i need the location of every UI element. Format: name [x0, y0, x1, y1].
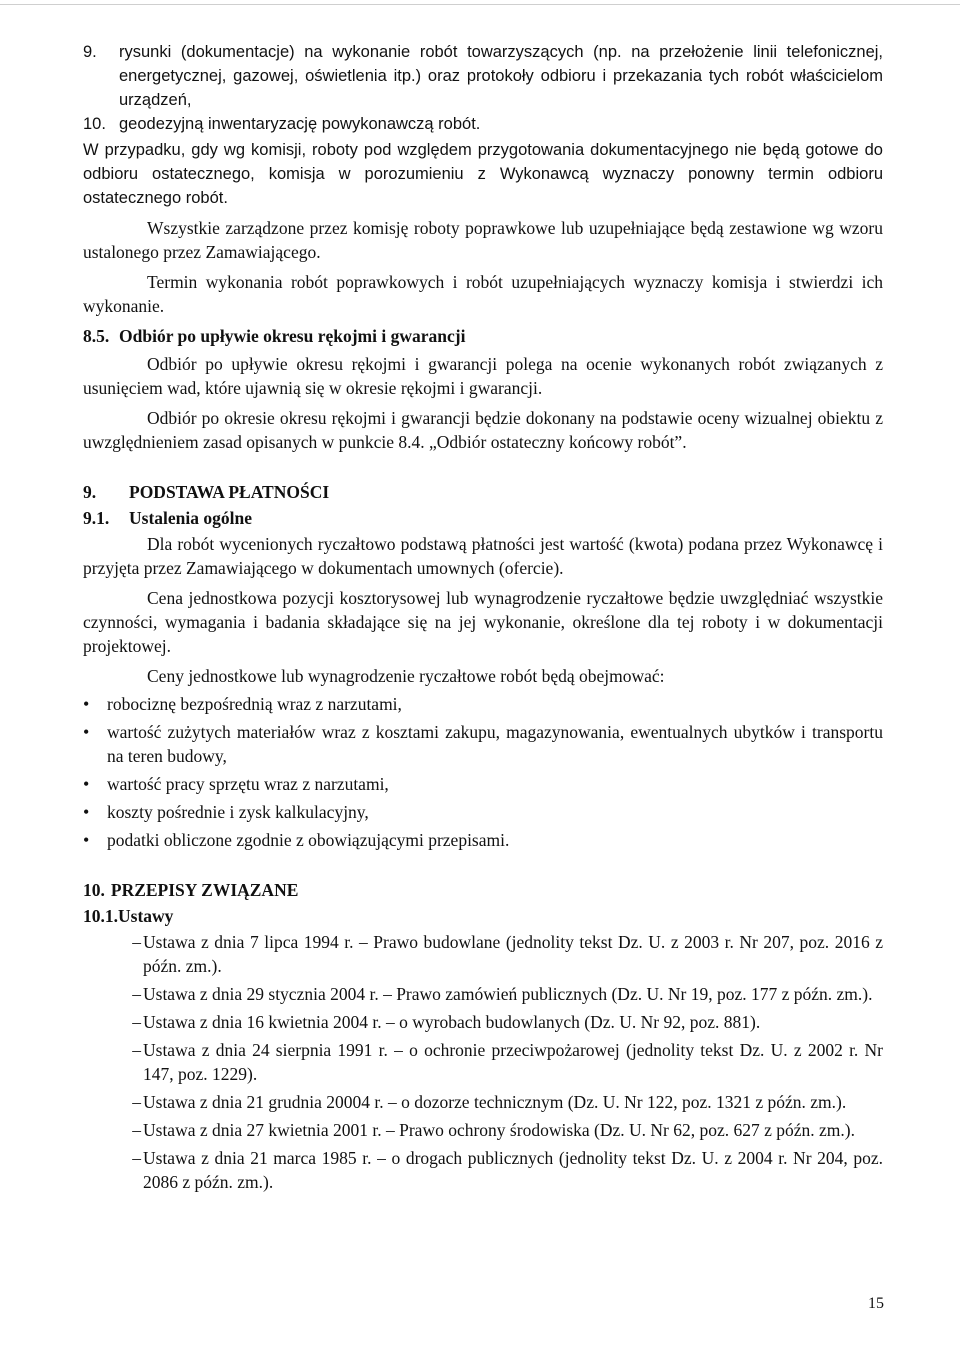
scan-top-edge [0, 4, 960, 5]
list-item [83, 720, 883, 768]
dash-marker: – [132, 1120, 141, 1140]
list-item [119, 1010, 883, 1034]
cost-items-list [83, 692, 883, 852]
section-number: 9. [83, 482, 97, 502]
section-number: 10. [83, 880, 105, 900]
dash-marker: – [132, 1148, 141, 1168]
list-item-text: wartość pracy sprzętu wraz z narzutami, [107, 774, 389, 794]
list-item-text: robociznę bezpośrednią wraz z narzutami, [107, 694, 402, 714]
document-page [83, 40, 883, 1198]
top-list [83, 40, 883, 210]
list-item-text: podatki obliczone zgodnie z obowiązującymi przepisami. [107, 830, 510, 850]
section-title: PRZEPISY ZWIĄZANE [110, 880, 299, 900]
bullet-icon [83, 720, 107, 768]
list-item-text: Ustawa z dnia 24 sierpnia 1991 r. – o ochronie przeciwpożarowej (jednolity tekst Dz. U. z 2002 r. Nr 147, poz. 1229). [143, 1040, 883, 1084]
section-title: 10.1.Ustawy [83, 906, 174, 926]
list-item-text: rysunki (dokumentacje) na wykonanie robót towarzyszących (np. na przełożenie linii telefonicznej, energetycznej, gazowej, oświetlenia itp.) oraz protokoły odbioru i przekazania tych robót właścicielom urządzeń, [119, 43, 883, 109]
list-item [119, 1118, 883, 1142]
section-heading-9 [83, 480, 883, 504]
section-heading-10-1 [83, 904, 883, 928]
list-item-text: Ustawa z dnia 21 marca 1985 r. – o drogach publicznych (jednolity tekst Dz. U. z 2004 r. Nr 204, poz. 2086 z późn. zm.). [143, 1148, 883, 1192]
list-item [119, 1090, 883, 1114]
list-item [83, 112, 883, 136]
list-item-text: geodezyjną inwentaryzację powykonawczą robót. [119, 115, 481, 133]
dash-marker: – [132, 1092, 141, 1112]
section-title: Ustalenia ogólne [129, 508, 252, 528]
list-item-text: Ustawa z dnia 27 kwietnia 2001 r. – Prawo ochrony środowiska (Dz. U. Nr 62, poz. 627 z późn. zm.). [143, 1120, 855, 1140]
section-title: Odbiór po upływie okresu rękojmi i gwarancji [119, 326, 466, 346]
list-item [119, 930, 883, 978]
section-number: 8.5. [83, 326, 110, 346]
section-heading-10 [83, 878, 883, 902]
list-item [83, 828, 883, 852]
dash-marker: – [132, 984, 141, 1004]
acts-list [83, 930, 883, 1194]
page-number: 15 [868, 1295, 884, 1312]
bullet-icon [83, 772, 107, 796]
list-item [83, 800, 883, 824]
paragraph: Cena jednostkowa pozycji kosztorysowej lub wynagrodzenie ryczałtowe będzie uwzględniać wszystkie czynności, wymagania i badania składające się na jej wykonanie, określone dla tej roboty i w dokumentacji projektowej. [83, 588, 883, 656]
paragraph: Ceny jednostkowe lub wynagrodzenie ryczałtowe robót będą obejmować: [147, 666, 665, 686]
paragraph: Odbiór po upływie okresu rękojmi i gwarancji polega na ocenie wykonanych robót związanych z usunięciem wad, które ujawnią się w okresie rękojmi i gwarancji. [83, 354, 883, 398]
paragraph-wszystkie: Wszystkie zarządzone przez komisję roboty poprawkowe lub uzupełniające będą zestawione wg wzoru ustalonego przez Zamawiającego. [83, 218, 883, 262]
list-item-text: Ustawa z dnia 21 grudnia 20004 r. – o dozorze technicznym (Dz. U. Nr 122, poz. 1321 z późn. zm.). [143, 1092, 847, 1112]
list-item [83, 692, 883, 716]
list-item [83, 772, 883, 796]
list-item [119, 1146, 883, 1194]
bullet-icon [83, 828, 107, 852]
bullet-icon [83, 692, 107, 716]
list-item-number: 9. [83, 43, 97, 61]
dash-marker: – [132, 1040, 141, 1060]
section-number: 9.1. [83, 508, 110, 528]
list-item [83, 40, 883, 112]
dash-marker: – [132, 932, 141, 952]
list-item-text: Ustawa z dnia 16 kwietnia 2004 r. – o wyrobach budowlanych (Dz. U. Nr 92, poz. 881). [143, 1012, 761, 1032]
list-item [119, 1038, 883, 1086]
dash-marker: – [132, 1012, 141, 1032]
list-item-text: wartość zużytych materiałów wraz z kosztami zakupu, magazynowania, ewentualnych ubytków i transportu na teren budowy, [107, 722, 883, 766]
list-item-text: Ustawa z dnia 7 lipca 1994 r. – Prawo budowlane (jednolity tekst Dz. U. z 2003 r. Nr 207, poz. 2016 z późn. zm.). [143, 932, 883, 976]
list-item [119, 982, 883, 1006]
section-heading-9-1 [83, 506, 883, 530]
spacer [83, 856, 883, 878]
list-item-text: koszty pośrednie i zysk kalkulacyjny, [107, 802, 369, 822]
list-item-text: Ustawa z dnia 29 stycznia 2004 r. – Prawo zamówień publicznych (Dz. U. Nr 19, poz. 177 z późn. zm.). [143, 984, 873, 1004]
paragraph-w-przypadku: W przypadku, gdy wg komisji, roboty pod względem przygotowania dokumentacyjnego nie będą gotowe do odbioru ostatecznego, komisja w porozumieniu z Wykonawcą wyznaczy ponowny termin odbioru ostatecznego robót. [83, 141, 883, 207]
paragraph-termin: Termin wykonania robót poprawkowych i robót uzupełniających wyznaczy komisja i stwierdzi ich wykonanie. [83, 272, 883, 316]
section-heading-8-5 [83, 324, 883, 348]
paragraph: Dla robót wycenionych ryczałtowo podstawą płatności jest wartość (kwota) podana przez Wykonawcę i przyjęta przez Zamawiającego w dokumentach umownych (ofercie). [83, 534, 883, 578]
paragraph: Odbiór po okresie okresu rękojmi i gwarancji będzie dokonany na podstawie oceny wizualnej obiektu z uwzględnieniem zasad opisanych w punkcie 8.4. „Odbiór ostateczny końcowy robót”. [83, 408, 883, 452]
list-item-number: 10. [83, 115, 106, 133]
section-title: PODSTAWA PŁATNOŚCI [129, 482, 330, 502]
spacer [83, 454, 883, 480]
bullet-icon [83, 800, 107, 824]
